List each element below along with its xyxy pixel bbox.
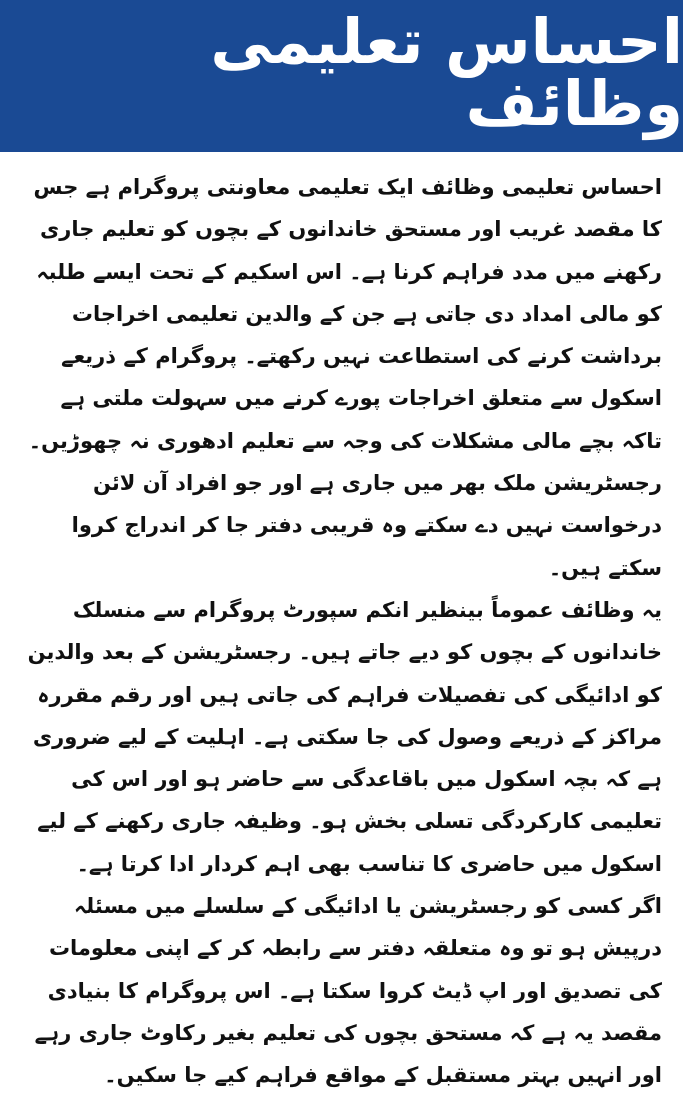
paragraph-intro: احساس تعلیمی وظائف ایک تعلیمی معاونتی پروگرام ہے جس کا مقصد غریب اور مستحق خاندانوں کے بچوں کو تعلیم جاری رکھنے میں مدد فراہم کرنا ہے۔ اس اسکیم کے تحت ایسے طلبہ کو مالی امداد دی جاتی ہے جن کے والدین تعلیمی اخراجات برداشت کرنے کی استطاعت نہیں رکھتے۔ پروگرام کے ذریعے اسکول سے متعلق اخراجات پورے کرنے میں سہولت ملتی ہے تاکہ بچے مالی مشکلات کی وجہ سے تعلیم ادھوری نہ چھوڑیں۔ رجسٹریشن ملک بھر میں جاری ہے اور جو افراد آن لائن درخواست نہیں دے سکتے وہ قریبی دفتر جا کر اندراج کروا سکتے ہیں۔ [28,175,662,580]
title-banner [0,0,683,152]
article-body [26,166,662,1097]
paragraph-support: اگر کسی کو رجسٹریشن یا ادائیگی کے سلسلے میں مسئلہ درپیش ہو تو وہ متعلقہ دفتر سے رابطہ کر کے اپنی معلومات کی تصدیق اور اپ ڈیٹ کروا سکتا ہے۔ اس پروگرام کا بنیادی مقصد یہ ہے کہ مستحق بچوں کی تعلیم بغیر رکاوٹ جاری رہے اور انہیں بہتر مستقبل کے مواقع فراہم کیے جا سکیں۔ [34,894,662,1088]
paragraph-eligibility: یہ وظائف عموماً بینظیر انکم سپورٹ پروگرام سے منسلک خاندانوں کے بچوں کو دیے جاتے ہیں۔ رجسٹریشن کے بعد والدین کو ادائیگی کی تفصیلات فراہم کی جاتی ہیں اور رقم مقررہ مراکز کے ذریعے وصول کی جا سکتی ہے۔ اہلیت کے لیے ضروری ہے کہ بچہ اسکول میں باقاعدگی سے حاضر ہو اور اس کی تعلیمی کارکردگی تسلی بخش ہو۔ وظیفہ جاری رکھنے کے لیے اسکول میں حاضری کا تناسب بھی اہم کردار ادا کرتا ہے۔ [27,597,662,876]
page-title: احساس تعلیمی وظائف [210,5,683,140]
